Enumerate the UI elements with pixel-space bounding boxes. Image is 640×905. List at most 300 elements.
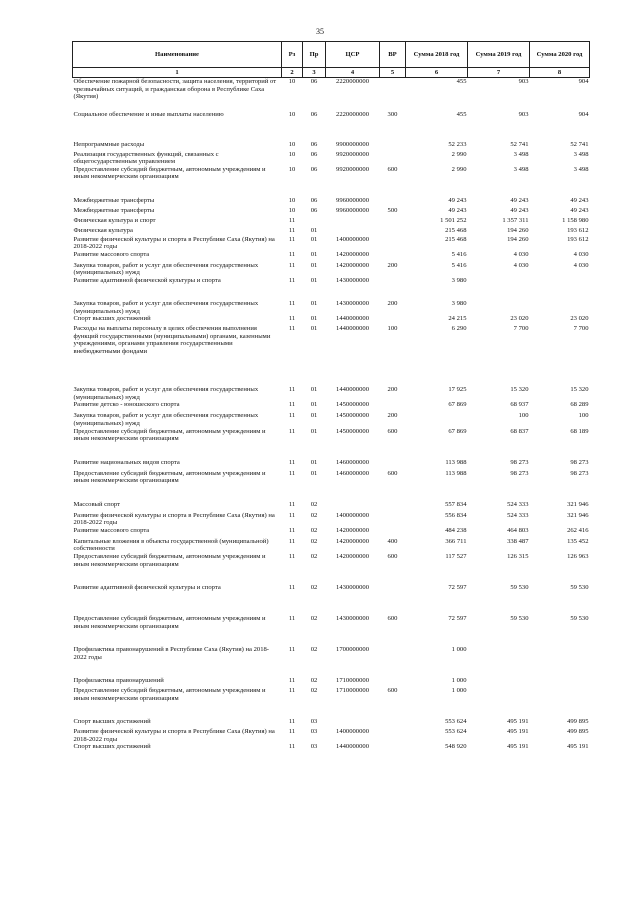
table-row xyxy=(73,687,590,718)
cell-vr: 300 xyxy=(387,110,398,118)
cell-vr: 200 xyxy=(387,386,398,394)
cell-vr: 600 xyxy=(387,165,398,173)
cell-csr: 1440000000 xyxy=(336,325,369,333)
cell-vr xyxy=(380,217,406,227)
cell-csr: 9960000000 xyxy=(336,196,369,204)
cell-name: Предоставление субсидий бюджетным, автономным учреждениям и иным некоммерческим организациям xyxy=(73,553,266,568)
cell-pr: 06 xyxy=(310,165,318,173)
cell-vr xyxy=(380,512,406,527)
cell-pr: 01 xyxy=(310,458,318,466)
cell-s2019: 23 020 xyxy=(510,315,529,323)
cell-s2020: 1 158 980 xyxy=(562,216,589,224)
table-row xyxy=(73,300,590,315)
cell-s2020: 321 946 xyxy=(567,500,589,508)
cell-pr: 01 xyxy=(310,386,318,394)
table-row xyxy=(73,227,590,236)
cell-s2020: 3 498 xyxy=(573,150,589,158)
table-row xyxy=(73,251,590,262)
table-row xyxy=(73,501,590,512)
cell-csr: 1430000000 xyxy=(336,615,369,622)
cell-s2019: 495 191 xyxy=(507,743,529,751)
cell-s2020: 49 243 xyxy=(570,206,589,214)
header-sum-2020: Сумма 2020 год xyxy=(530,42,590,68)
cell-pr: 02 xyxy=(310,615,318,622)
cell-vr: 600 xyxy=(387,427,398,435)
cell-pr xyxy=(303,217,326,227)
cell-s2020: 68 289 xyxy=(570,401,589,409)
cell-rz: 10 xyxy=(288,206,296,214)
cell-s2019 xyxy=(468,687,530,718)
cell-s2018: 215 468 xyxy=(445,226,467,234)
cell-name: Развитие адаптивной физической культуры и спорта xyxy=(73,277,221,285)
column-number-row xyxy=(73,68,590,78)
cell-s2018: 24 215 xyxy=(448,315,467,323)
cell-name: Профилактика правонарушений в Республике Саха (Якутия) на 2018-2022 годы xyxy=(73,646,270,661)
cell-s2020: 68 189 xyxy=(570,427,589,435)
cell-s2019: 3 498 xyxy=(513,165,529,173)
column-number: 7 xyxy=(468,68,530,78)
cell-csr: 1420000000 xyxy=(336,553,369,560)
cell-s2019: 524 333 xyxy=(507,511,529,519)
cell-rz: 11 xyxy=(288,401,296,409)
cell-rz: 10 xyxy=(288,196,296,204)
table-row xyxy=(73,743,590,753)
cell-s2019: 59 530 xyxy=(510,584,529,591)
cell-name: Предоставление субсидий бюджетным, автономным учреждениям и иным некоммерческим организациям xyxy=(73,469,266,485)
cell-vr xyxy=(380,646,406,677)
cell-csr: 1450000000 xyxy=(336,427,369,435)
cell-name: Непрограммные расходы xyxy=(73,140,145,148)
cell-s2019: 495 191 xyxy=(507,718,529,725)
cell-rz: 11 xyxy=(288,235,296,243)
cell-rz: 11 xyxy=(288,677,296,684)
cell-pr: 06 xyxy=(310,150,318,158)
cell-name: Спорт высших достижений xyxy=(73,315,151,323)
table-row xyxy=(73,677,590,687)
cell-s2019: 52 741 xyxy=(510,140,529,148)
cell-s2018: 557 834 xyxy=(445,500,467,508)
cell-pr: 06 xyxy=(310,206,318,214)
cell-pr: 02 xyxy=(310,584,318,591)
table-row xyxy=(73,141,590,151)
cell-s2018: 1 000 xyxy=(451,677,467,684)
table-row xyxy=(73,111,590,141)
cell-s2018: 49 243 xyxy=(448,206,467,214)
table-row xyxy=(73,470,590,501)
cell-s2018: 1 000 xyxy=(451,687,467,694)
cell-rz: 11 xyxy=(288,261,296,269)
cell-s2019: 98 273 xyxy=(510,469,529,477)
cell-rz: 11 xyxy=(288,216,296,224)
cell-s2020 xyxy=(530,646,590,677)
table-row xyxy=(73,315,590,325)
table-body xyxy=(73,78,590,754)
cell-csr: 1710000000 xyxy=(336,677,369,684)
cell-s2018: 67 869 xyxy=(448,401,467,409)
cell-s2019: 68 837 xyxy=(510,427,529,435)
cell-name: Обеспечение пожарной безопасности, защита населения, территорий от чрезвычайных ситуаций, и гражданская оборона в Республике Саха (Якутия) xyxy=(73,78,277,101)
cell-s2019: 903 xyxy=(518,110,529,118)
cell-s2020: 49 243 xyxy=(570,196,589,204)
cell-pr: 01 xyxy=(310,250,318,258)
table-row xyxy=(73,401,590,412)
header-sum-2018: Сумма 2018 год xyxy=(406,42,468,68)
cell-s2020 xyxy=(530,687,590,718)
cell-csr: 1440000000 xyxy=(336,386,369,394)
cell-csr: 9900000000 xyxy=(336,140,369,148)
cell-vr xyxy=(380,718,406,728)
cell-s2019: 495 191 xyxy=(507,728,529,735)
header-vr: ВР xyxy=(380,42,406,68)
cell-s2018: 49 243 xyxy=(448,196,467,204)
cell-vr: 200 xyxy=(387,300,398,308)
cell-s2018: 556 834 xyxy=(445,511,467,519)
cell-s2019 xyxy=(468,300,530,315)
cell-csr: 1400000000 xyxy=(336,728,369,735)
cell-s2020: 7 700 xyxy=(573,325,589,333)
header-row xyxy=(73,42,590,68)
cell-vr: 400 xyxy=(387,537,398,545)
cell-rz: 11 xyxy=(288,526,296,534)
cell-rz: 11 xyxy=(288,469,296,477)
cell-s2018: 2 990 xyxy=(451,165,467,173)
cell-s2018: 548 920 xyxy=(445,743,467,751)
table-row xyxy=(73,459,590,470)
cell-s2020: 15 320 xyxy=(570,386,589,394)
cell-name: Массовый спорт xyxy=(73,500,121,508)
cell-s2019: 1 357 311 xyxy=(502,216,529,224)
cell-s2019: 524 333 xyxy=(507,500,529,508)
cell-pr: 02 xyxy=(310,553,318,560)
cell-s2018: 117 527 xyxy=(445,553,467,560)
cell-s2019: 49 243 xyxy=(510,196,529,204)
table-row xyxy=(73,428,590,459)
cell-s2018: 484 238 xyxy=(445,526,467,534)
cell-pr: 01 xyxy=(310,469,318,477)
table-row xyxy=(73,718,590,728)
cell-s2020 xyxy=(530,277,590,300)
header-sum-2019: Сумма 2019 год xyxy=(468,42,530,68)
cell-s2019: 4 030 xyxy=(513,261,529,269)
column-number: 5 xyxy=(380,68,406,78)
cell-rz: 11 xyxy=(288,584,296,591)
cell-name: Капитальные вложения в объекты государственной (муниципальной) собственности xyxy=(73,537,269,553)
cell-name: Закупка товаров, работ и услуг для обеспечения государственных (муниципальных) нужд xyxy=(73,261,259,277)
cell-name: Профилактика правонарушений xyxy=(73,677,164,684)
cell-name: Закупка товаров, работ и услуг для обеспечения государственных (муниципальных) нужд xyxy=(73,300,259,315)
cell-name: Развитие физической культуры и спорта в Республике Саха (Якутия) на 2018-2022 годы xyxy=(73,235,275,251)
cell-name: Закупка товаров, работ и услуг для обеспечения государственных (муниципальных) нужд xyxy=(73,412,259,428)
cell-csr: 1450000000 xyxy=(336,412,369,420)
cell-s2019: 903 xyxy=(518,78,529,85)
header-rz: Рз xyxy=(282,42,303,68)
cell-s2019: 338 487 xyxy=(507,537,529,545)
cell-s2020: 135 452 xyxy=(567,537,589,545)
cell-pr: 03 xyxy=(310,743,318,751)
cell-vr: 500 xyxy=(387,206,398,214)
cell-rz: 11 xyxy=(288,315,296,323)
cell-s2018: 215 468 xyxy=(445,235,467,243)
cell-csr: 1450000000 xyxy=(336,401,369,409)
table-row xyxy=(73,386,590,401)
cell-pr: 01 xyxy=(310,412,318,420)
cell-csr xyxy=(326,217,380,227)
cell-csr: 1420000000 xyxy=(336,261,369,269)
cell-s2019: 194 260 xyxy=(507,235,529,243)
cell-rz: 10 xyxy=(288,140,296,148)
cell-s2020: 126 963 xyxy=(567,553,589,560)
cell-rz: 11 xyxy=(288,226,296,234)
cell-vr: 100 xyxy=(387,325,398,333)
cell-s2019: 68 937 xyxy=(510,401,529,409)
cell-name: Расходы на выплаты персоналу в целях обеспечения выполнения функций государственными (муниципальными) органами, казенными учреждениями, органами управления государственными внебюджетными фондами xyxy=(73,325,271,356)
cell-pr: 01 xyxy=(310,277,318,285)
cell-s2018: 113 988 xyxy=(445,469,467,477)
cell-s2019: 194 260 xyxy=(507,226,529,234)
cell-name: Межбюджетные трансферты xyxy=(73,196,155,204)
cell-rz: 11 xyxy=(288,458,296,466)
cell-s2018: 17 925 xyxy=(448,386,467,394)
cell-pr: 02 xyxy=(310,537,318,545)
cell-vr: 600 xyxy=(387,687,398,694)
cell-rz: 11 xyxy=(288,500,296,508)
cell-s2018: 366 711 xyxy=(445,537,467,545)
cell-s2018: 455 xyxy=(456,110,467,118)
cell-pr: 01 xyxy=(310,401,318,409)
cell-rz: 11 xyxy=(288,300,296,308)
cell-pr: 01 xyxy=(310,300,318,308)
cell-vr: 200 xyxy=(387,261,398,269)
cell-rz: 11 xyxy=(288,277,296,285)
cell-pr: 01 xyxy=(310,261,318,269)
cell-vr xyxy=(380,151,406,166)
table-row xyxy=(73,277,590,300)
cell-vr xyxy=(380,251,406,262)
cell-s2018: 2 990 xyxy=(451,150,467,158)
cell-vr xyxy=(380,728,406,743)
cell-vr: 600 xyxy=(387,553,398,560)
column-number: 8 xyxy=(530,68,590,78)
cell-s2020: 98 273 xyxy=(570,458,589,466)
cell-csr: 1420000000 xyxy=(336,250,369,258)
cell-csr: 1400000000 xyxy=(336,511,369,519)
cell-s2018: 3 980 xyxy=(451,300,467,308)
cell-rz: 10 xyxy=(288,78,296,85)
cell-pr: 02 xyxy=(310,511,318,519)
cell-csr: 1710000000 xyxy=(336,687,369,694)
cell-vr xyxy=(380,527,406,538)
cell-s2020: 59 530 xyxy=(570,584,589,591)
table-row xyxy=(73,151,590,166)
cell-vr xyxy=(380,743,406,753)
cell-s2018: 3 980 xyxy=(451,277,467,285)
table-row xyxy=(73,527,590,538)
cell-rz: 11 xyxy=(288,427,296,435)
cell-pr: 02 xyxy=(310,687,318,694)
table-row xyxy=(73,166,590,197)
cell-s2020: 52 741 xyxy=(570,140,589,148)
cell-s2019 xyxy=(468,677,530,687)
cell-vr xyxy=(380,197,406,207)
cell-s2020: 904 xyxy=(578,110,589,118)
cell-vr: 200 xyxy=(387,412,398,420)
cell-vr xyxy=(380,227,406,236)
table-row xyxy=(73,217,590,227)
cell-name: Закупка товаров, работ и услуг для обеспечения государственных (муниципальных) нужд xyxy=(73,386,259,401)
cell-rz: 11 xyxy=(288,537,296,545)
cell-rz: 11 xyxy=(288,687,296,694)
cell-csr: 2220000000 xyxy=(336,110,369,118)
cell-s2020: 100 xyxy=(578,412,589,420)
cell-name: Предоставление субсидий бюджетным, автономным учреждениям и иным некоммерческим организациям xyxy=(73,427,266,443)
cell-pr: 06 xyxy=(310,110,318,118)
cell-s2020: 321 946 xyxy=(567,511,589,519)
header-csr: ЦСР xyxy=(326,42,380,68)
cell-s2020: 3 498 xyxy=(573,165,589,173)
cell-name: Развитие адаптивной физической культуры и спорта xyxy=(73,584,221,591)
cell-name: Развитие массового спорта xyxy=(73,526,150,534)
cell-vr xyxy=(380,277,406,300)
cell-s2018 xyxy=(406,412,468,427)
column-number: 3 xyxy=(303,68,326,78)
table-row xyxy=(73,262,590,277)
cell-s2019: 98 273 xyxy=(510,458,529,466)
cell-s2020 xyxy=(530,300,590,315)
budget-table xyxy=(72,41,590,753)
cell-csr: 1440000000 xyxy=(336,315,369,323)
cell-rz: 11 xyxy=(288,250,296,258)
cell-name: Социальное обеспечение и иные выплаты населению xyxy=(73,110,224,118)
column-number: 1 xyxy=(73,68,282,78)
cell-pr: 06 xyxy=(310,196,318,204)
page-number: 35 xyxy=(316,27,324,36)
cell-s2019: 464 803 xyxy=(507,526,529,534)
table-row xyxy=(73,207,590,217)
cell-pr: 03 xyxy=(310,718,318,725)
cell-pr: 06 xyxy=(310,140,318,148)
cell-name: Развитие национальных видов спорта xyxy=(73,458,180,466)
cell-pr: 02 xyxy=(310,646,318,653)
cell-rz: 11 xyxy=(288,386,296,394)
cell-pr: 03 xyxy=(310,728,318,735)
cell-vr xyxy=(380,459,406,470)
cell-rz: 11 xyxy=(288,511,296,519)
cell-s2018: 67 869 xyxy=(448,427,467,435)
cell-s2018: 6 290 xyxy=(451,325,467,333)
cell-vr xyxy=(380,401,406,412)
cell-s2019 xyxy=(468,646,530,677)
table-row xyxy=(73,512,590,527)
table-row xyxy=(73,78,590,111)
cell-name: Предоставление субсидий бюджетным, автономным учреждениям и иным некоммерческим организациям xyxy=(73,165,266,181)
cell-name: Развитие детско - юношеского спорта xyxy=(73,401,180,409)
header-pr: Пр xyxy=(303,42,326,68)
cell-rz: 11 xyxy=(288,718,296,725)
cell-csr: 1700000000 xyxy=(336,646,369,653)
cell-name: Развитие физической культуры и спорта в Республике Саха (Якутия) на 2018-2022 годы xyxy=(73,728,275,743)
table-row xyxy=(73,584,590,615)
cell-name: Спорт высших достижений xyxy=(73,718,151,725)
cell-pr: 02 xyxy=(310,677,318,684)
cell-pr: 01 xyxy=(310,427,318,435)
cell-s2020: 4 030 xyxy=(573,250,589,258)
cell-csr: 1430000000 xyxy=(336,584,369,591)
table-row xyxy=(73,412,590,427)
cell-rz: 11 xyxy=(288,412,296,420)
cell-rz: 11 xyxy=(288,728,296,735)
cell-s2018: 113 988 xyxy=(445,458,467,466)
table-row xyxy=(73,615,590,646)
cell-name: Предоставление субсидий бюджетным, автономным учреждениям и иным некоммерческим организациям xyxy=(73,615,266,630)
table-row xyxy=(73,538,590,553)
cell-s2019: 126 315 xyxy=(507,553,529,560)
cell-name: Спорт высших достижений xyxy=(73,743,151,751)
cell-vr xyxy=(380,315,406,325)
cell-csr: 2220000000 xyxy=(336,78,369,85)
cell-s2018: 1 501 252 xyxy=(440,216,467,224)
cell-s2020: 495 191 xyxy=(567,743,589,751)
table-row xyxy=(73,553,590,584)
cell-s2020: 193 612 xyxy=(567,235,589,243)
cell-s2020: 193 612 xyxy=(567,226,589,234)
cell-s2018: 5 416 xyxy=(451,261,467,269)
cell-s2019 xyxy=(468,277,530,300)
cell-pr: 02 xyxy=(310,500,318,508)
cell-csr: 9920000000 xyxy=(336,165,369,173)
cell-vr xyxy=(380,501,406,512)
cell-s2019: 59 530 xyxy=(510,615,529,622)
cell-name: Физическая культура xyxy=(73,226,133,234)
cell-s2020: 59 530 xyxy=(570,615,589,622)
table-row xyxy=(73,646,590,677)
cell-rz: 11 xyxy=(288,743,296,751)
cell-rz: 11 xyxy=(288,553,296,560)
header-name: Наименование xyxy=(73,42,282,68)
cell-csr: 1430000000 xyxy=(336,300,369,308)
cell-csr: 9920000000 xyxy=(336,150,369,158)
cell-s2019: 4 030 xyxy=(513,250,529,258)
cell-s2020: 262 416 xyxy=(567,526,589,534)
cell-rz: 10 xyxy=(288,165,296,173)
cell-name: Развитие физической культуры и спорта в Республике Саха (Якутия) на 2018-2022 годы xyxy=(73,511,275,527)
cell-pr: 02 xyxy=(310,526,318,534)
cell-vr xyxy=(380,78,406,111)
cell-csr: 1460000000 xyxy=(336,469,369,477)
cell-name: Межбюджетные трансферты xyxy=(73,206,155,214)
cell-s2018: 52 233 xyxy=(448,140,467,148)
column-number: 2 xyxy=(282,68,303,78)
cell-rz: 11 xyxy=(288,646,296,653)
cell-s2020: 23 020 xyxy=(570,315,589,323)
cell-pr: 06 xyxy=(310,78,318,85)
cell-s2019: 3 498 xyxy=(513,150,529,158)
cell-vr xyxy=(380,584,406,615)
table-row xyxy=(73,197,590,207)
cell-name: Развитие массового спорта xyxy=(73,250,150,258)
cell-vr: 600 xyxy=(387,469,398,477)
cell-s2018: 5 416 xyxy=(451,250,467,258)
cell-rz: 11 xyxy=(288,615,296,622)
cell-csr: 1420000000 xyxy=(336,537,369,545)
table-row xyxy=(73,325,590,386)
table-row xyxy=(73,236,590,251)
cell-vr xyxy=(380,236,406,251)
cell-pr: 01 xyxy=(310,325,318,333)
cell-s2020: 904 xyxy=(578,78,589,85)
cell-csr: 9960000000 xyxy=(336,206,369,214)
cell-s2019: 100 xyxy=(518,412,529,420)
cell-s2020: 499 895 xyxy=(567,718,589,725)
